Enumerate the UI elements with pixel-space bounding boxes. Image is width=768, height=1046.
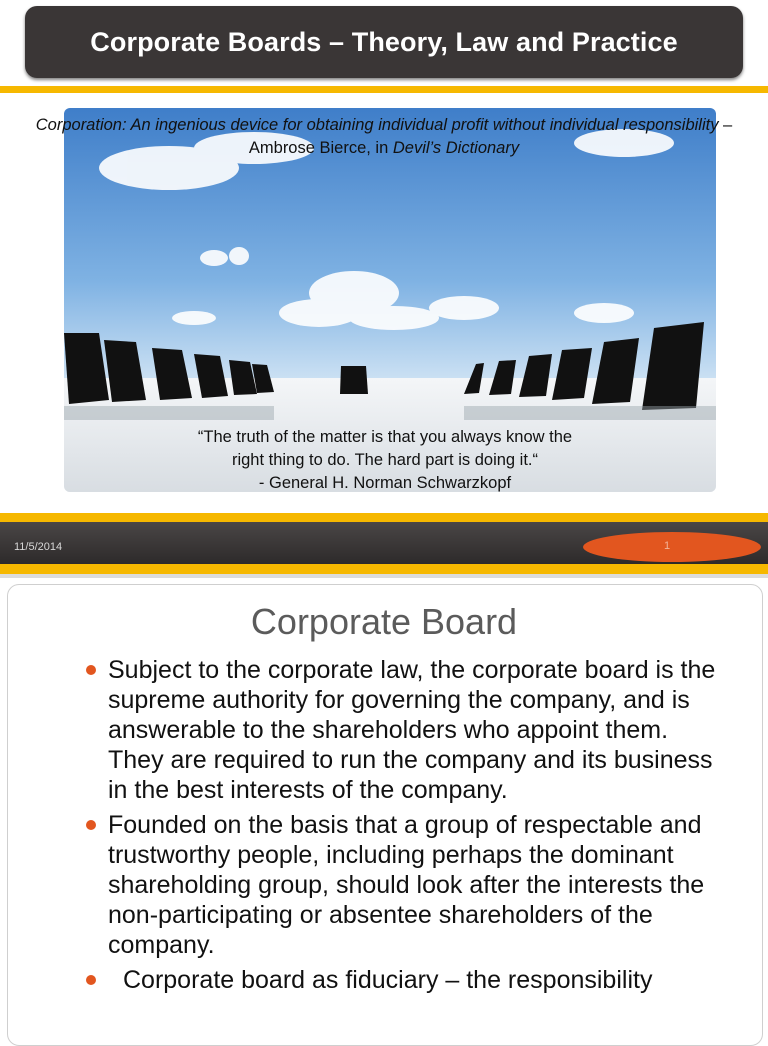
quote-dash: – [718, 116, 733, 134]
bullet-text: Founded on the basis that a group of respectable and trustworthy people, including perhaps the dominant shareholding group, should look after the interests the non-participating or absentee shareholders of the company. [108, 811, 705, 959]
bullet-icon [86, 820, 96, 830]
bullet-icon [86, 975, 96, 985]
list-item [86, 965, 726, 995]
gold-divider-top [0, 86, 768, 93]
bullet-text: Subject to the corporate law, the corporate board is the supreme authority for governing the company, and is answerable to the shareholders who appoint them. They are required to run the company and its business in the best interests of the company. [108, 656, 716, 804]
quote-text: Corporation: An ingenious device for obtaining individual profit without individual responsibility [35, 116, 719, 134]
slide-separator [0, 574, 768, 578]
slide-title: Corporate Boards – Theory, Law and Practice [90, 26, 678, 57]
slide-title-bar [25, 6, 743, 78]
list-item [86, 655, 726, 805]
opening-quote [30, 114, 738, 160]
footer-date: 11/5/2014 [14, 541, 63, 553]
closing-quote [150, 426, 620, 495]
page-number-oval [583, 532, 761, 562]
closing-quote-line-2: right thing to do. The hard part is doing it.“ [231, 451, 539, 469]
slide-2-title: Corporate Board [250, 601, 518, 642]
gold-divider-footer-bottom [0, 564, 768, 574]
gold-divider-footer-top [0, 513, 768, 522]
bullet-text: Corporate board as fiduciary – the responsibility [123, 966, 653, 994]
closing-quote-line-1: “The truth of the matter is that you always know the [197, 428, 573, 446]
quote-attribution: Ambrose Bierce, in [248, 139, 393, 157]
list-item [86, 810, 726, 960]
closing-quote-attribution: - General H. Norman Schwarzkopf [258, 474, 512, 492]
bullet-list [86, 655, 726, 1000]
quote-source: Devil’s Dictionary [392, 139, 520, 157]
page-number: 1 [664, 540, 671, 552]
bullet-icon [86, 665, 96, 675]
